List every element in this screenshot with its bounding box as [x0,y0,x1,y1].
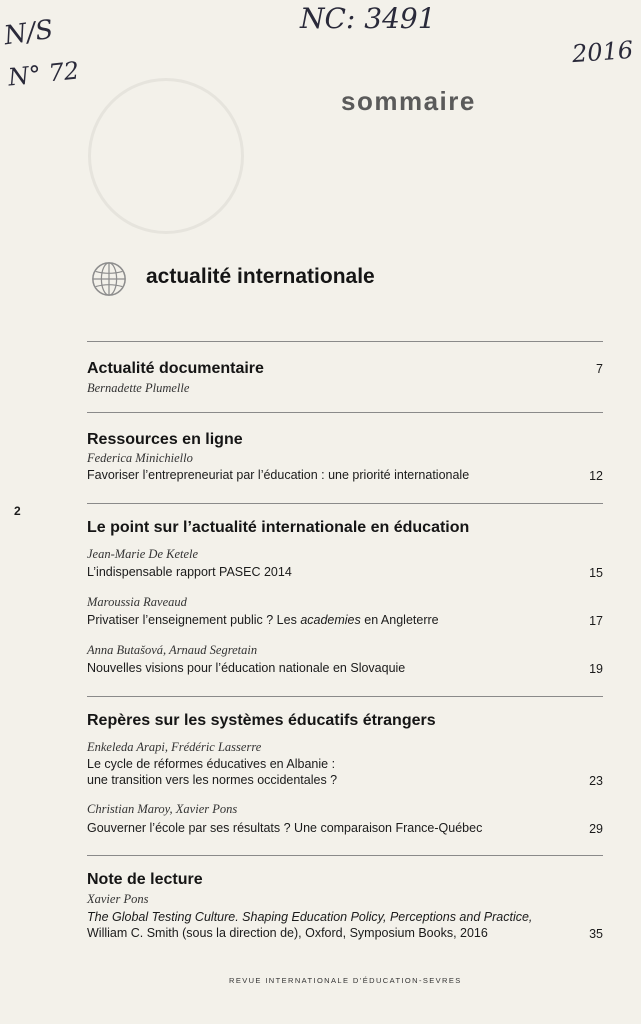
book-title: The Global Testing Culture. Shaping Education Policy, Perceptions and Practice, [87,910,533,924]
entry-author: Enkeleda Arapi, Frédéric Lasserre [87,740,262,754]
entry-heading: Le point sur l’actualité internationale en éducation [87,519,470,536]
entry-author: Bernadette Plumelle [87,381,190,395]
globe-icon [90,260,128,298]
entry-title: L’indispensable rapport PASEC 2014 [87,565,292,579]
divider [87,503,603,504]
entry-heading: Ressources en ligne [87,431,243,448]
divider [87,412,603,413]
page-title: sommaire [341,86,476,116]
entry-title: Nouvelles visions pour l’éducation nationale en Slovaquie [87,661,406,675]
entry-author: Anna Butašová, Arnaud Segretain [87,643,258,657]
entry-page: 7 [596,362,603,376]
handwritten-ns: N/S [2,14,56,52]
handwritten-nc: NC: 3491 [300,2,436,35]
divider [87,341,603,342]
entry-author: Christian Maroy, Xavier Pons [87,802,238,816]
section-title: actualité internationale [146,265,375,288]
entry-author: Maroussia Raveaud [87,595,187,609]
handwritten-year: 2016 [571,35,634,69]
footer: REVUE INTERNATIONALE D’ÉDUCATION-SEVRES [229,976,462,985]
entry-page: 17 [589,614,603,628]
entry-page: 23 [589,774,603,788]
entry-title: Gouverner l’école par ses résultats ? Une comparaison France-Québec [87,821,483,835]
stamp-shadow [88,78,244,234]
entry-author: Federica Minichiello [87,451,193,465]
divider [87,696,603,697]
entry-page: 15 [589,566,603,580]
entry-title-line: une transition vers les normes occidentales ? [87,773,338,787]
entry-title-line: Le cycle de réformes éducatives en Albanie : [87,757,336,771]
handwritten-issue-number: N° 72 [6,56,81,92]
entry-page: 12 [589,469,603,483]
entry-author: Jean-Marie De Ketele [87,547,199,561]
book-info: William C. Smith (sous la direction de), Oxford, Symposium Books, 2016 [87,926,488,940]
entry-page: 35 [589,927,603,941]
entry-heading: Note de lecture [87,871,203,888]
entry-heading: Actualité documentaire [87,360,264,377]
entry-page: 29 [589,822,603,836]
entry-title: Privatiser l’enseignement public ? Les academies en Angleterre [87,613,439,627]
divider [87,855,603,856]
entry-heading: Repères sur les systèmes éducatifs étrangers [87,712,436,729]
entry-page: 19 [589,662,603,676]
entry-author: Xavier Pons [87,892,149,906]
page-number: 2 [14,504,21,518]
entry-title: Favoriser l’entrepreneuriat par l’éducation : une priorité internationale [87,468,470,482]
